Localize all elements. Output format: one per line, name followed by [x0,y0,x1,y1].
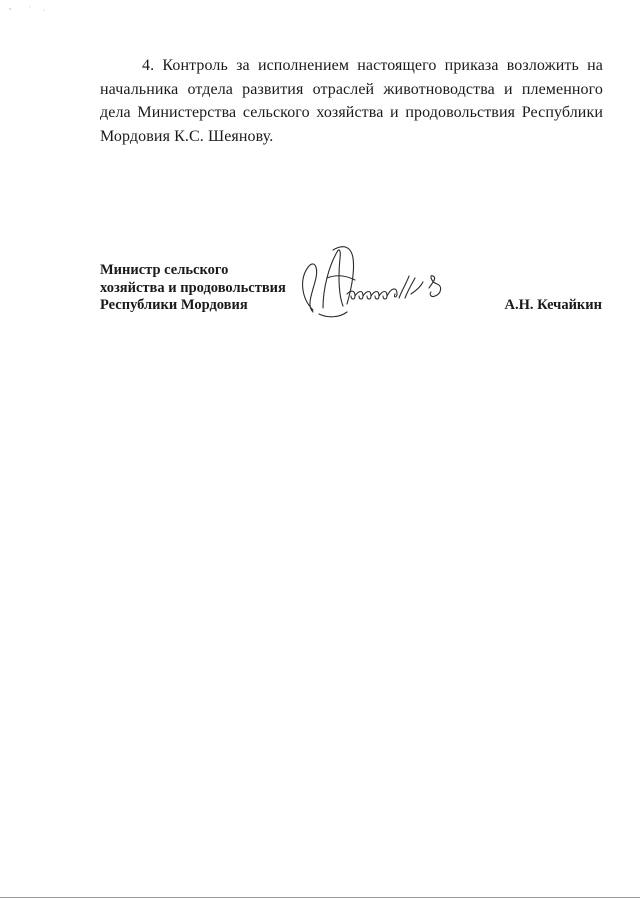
signer-title-line: Республики Мордовия [100,297,248,313]
paragraph-4: 4. Контроль за исполнением настоящего приказа возложить на начальника отдела развития отраслей животноводства и племенного дела Министерства сельского хозяйства и продовольствия Республики Мордовия К.С. Шеянову. [100,57,603,145]
page-bottom-edge [0,897,640,898]
signer-title-line: Министр сельского [100,262,229,278]
signer-title [100,262,286,315]
scan-marks [8,4,48,14]
handwritten-signature [293,238,453,323]
signer-title-line: хозяйства и продовольствия [100,279,286,296]
signer-name: А.Н. Кечайкин [504,297,602,313]
